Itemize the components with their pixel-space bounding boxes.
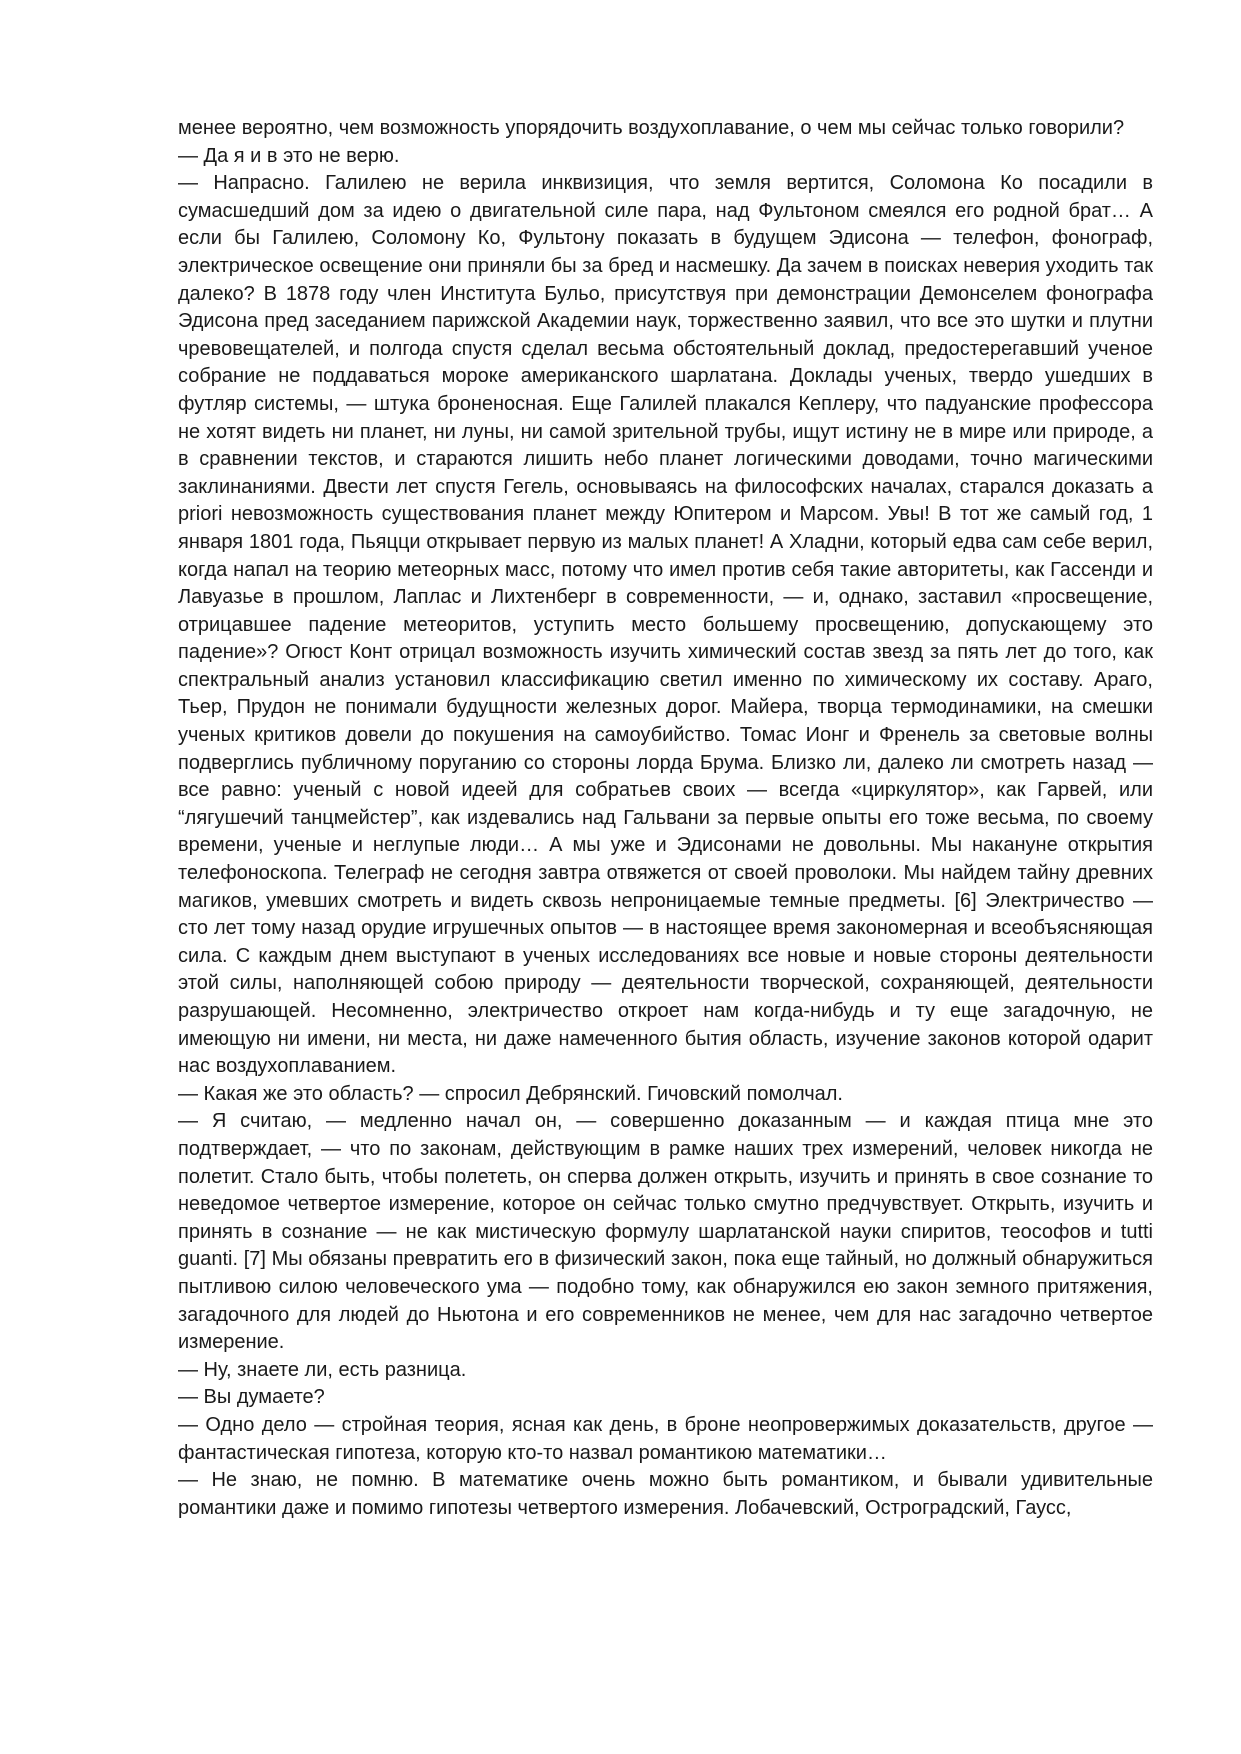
paragraph-8: — Одно дело — стройная теория, ясная как день, в броне неопровержимых доказательств, другое — фантастическая гипотеза, которую кто-то назвал романтикою математики…: [178, 1413, 1153, 1464]
paragraph-4: — Какая же это область? — спросил Дебрянский. Гичовский помолчал.: [178, 1082, 843, 1105]
paragraph-7: — Вы думаете?: [178, 1386, 325, 1409]
paragraph-9: — Не знаю, не помню. В математике очень можно быть романтиком, и бывали удивительные романтики даже и помимо гипотезы четвертого измерения. Лобачевский, Остроградский, Гаусс,: [178, 1469, 1153, 1519]
paragraph-6: — Ну, знаете ли, есть разница.: [178, 1358, 467, 1381]
paragraph-5: — Я считаю, — медленно начал он, — совершенно доказанным — и каждая птица мне это подтверждает, — что по законам, действующим в рамке наших трех измерений, человек никогда не полетит. Стало быть, чтобы полететь, он сперва должен открыть, изучить и принять в свое сознание то неведомое четвертое измерение, которое он сейчас только смутно предчувствует. Открыть, изучить и принять в сознание — не как мистическую формулу шарлатанской науки спиритов, теософов и tutti guanti. [7] Мы обязаны превратить его в физический закон, пока еще тайный, но должный обнаружиться пытливою силою человеческого ума — подобно тому, как обнаружился ею закон земного притяжения, загадочного для людей до Ньютона и его современников не менее, чем для нас загадочно четвертое измерение.: [178, 1110, 1153, 1354]
document-page: [178, 115, 1153, 1522]
paragraph-1: менее вероятно, чем возможность упорядочить воздухоплавание, о чем мы сейчас только говорили?: [178, 117, 1125, 139]
paragraph-2: — Да я и в это не верю.: [178, 144, 400, 167]
paragraph-3: — Напрасно. Галилею не верила инквизиция, что земля вертится, Соломона Ко посадили в сумасшедший дом за идею о двигательной силе пара, над Фультоном смеялся его родной брат… А если бы Галилею, Соломону Ко, Фультону показать в будущем Эдисона — телефон, фонограф, электрическое освещение они приняли бы за бред и насмешку. Да зачем в поисках неверия уходить так далеко? В 1878 году член Института Бульо, присутствуя при демонстрации Демонселем фонографа Эдисона пред заседанием парижской Академии наук, торжественно заявил, что все это шутки и плутни чревовещателей, и полгода спустя сделал весьма обстоятельный доклад, предостерегавший ученое собрание не поддаваться мороке американского шарлатана. Доклады ученых, твердо ушедших в футляр системы, — штука броненосная. Еще Галилей плакался Кеплеру, что падуанские профессора не хотят видеть ни планет, ни луны, ни самой зрительной трубы, ищут истину не в мире или природе, а в сравнении текстов, и стараются лишить небо планет логическими доводами, точно магическими заклинаниями. Двести лет спустя Гегель, основываясь на философских началах, старался доказать a priori невозможность существования планет между Юпитером и Марсом. Увы! В тот же самый год, 1 января 1801 года, Пьяцци открывает первую из малых планет! А Хладни, который едва сам себе верил, когда напал на теорию метеорных масс, потому что имел против себя такие авторитеты, как Гассенди и Лавуазье в прошлом, Лаплас и Лихтенберг в современности, — и, однако, заставил «просвещение, отрицавшее падение метеоритов, уступить место большему просвещению, допускающему это падение»? Огюст Конт отрицал возможность изучить химический состав звезд за пять лет до того, как спектральный анализ установил классификацию светил именно по химическому их составу. Араго, Тьер, Прудон не понимали будущности железных дорог. Майера, творца термодинамики, на смешки ученых критиков довели до покушения на самоубийство. Томас Ионг и Френель за световые волны подверглись публичному поруганию со стороны лорда Брума. Близко ли, далеко ли смотреть назад — все равно: ученый с новой идеей для собратьев своих — всегда «циркулятор», как Гарвей, или “лягушечий танцмейстер”, как издевались над Гальвани за первые опыты его тоже весьма, по своему времени, ученые и неглупые люди… А мы уже и Эдисонами не довольны. Мы накануне открытия телефоноскопа. Телеграф не сегодня завтра отвяжется от своей проволоки. Мы найдем тайну древних магиков, умевших смотреть и видеть сквозь непроницаемые темные предметы. [6] Электричество — сто лет тому назад орудие игрушечных опытов — в настоящее время закономерная и всеобъясняющая сила. С каждым днем выступают в ученых исследованиях все новые и новые стороны деятельности этой силы, наполняющей собою природу — деятельности творческой, сохраняющей, деятельности разрушающей. Несомненно, электричество откроет нам когда-нибудь и ту еще загадочную, не имеющую ни имени, ни места, ни даже намеченного бытия область, изучение законов которой одарит нас воздухоплаванием.: [178, 172, 1153, 1078]
